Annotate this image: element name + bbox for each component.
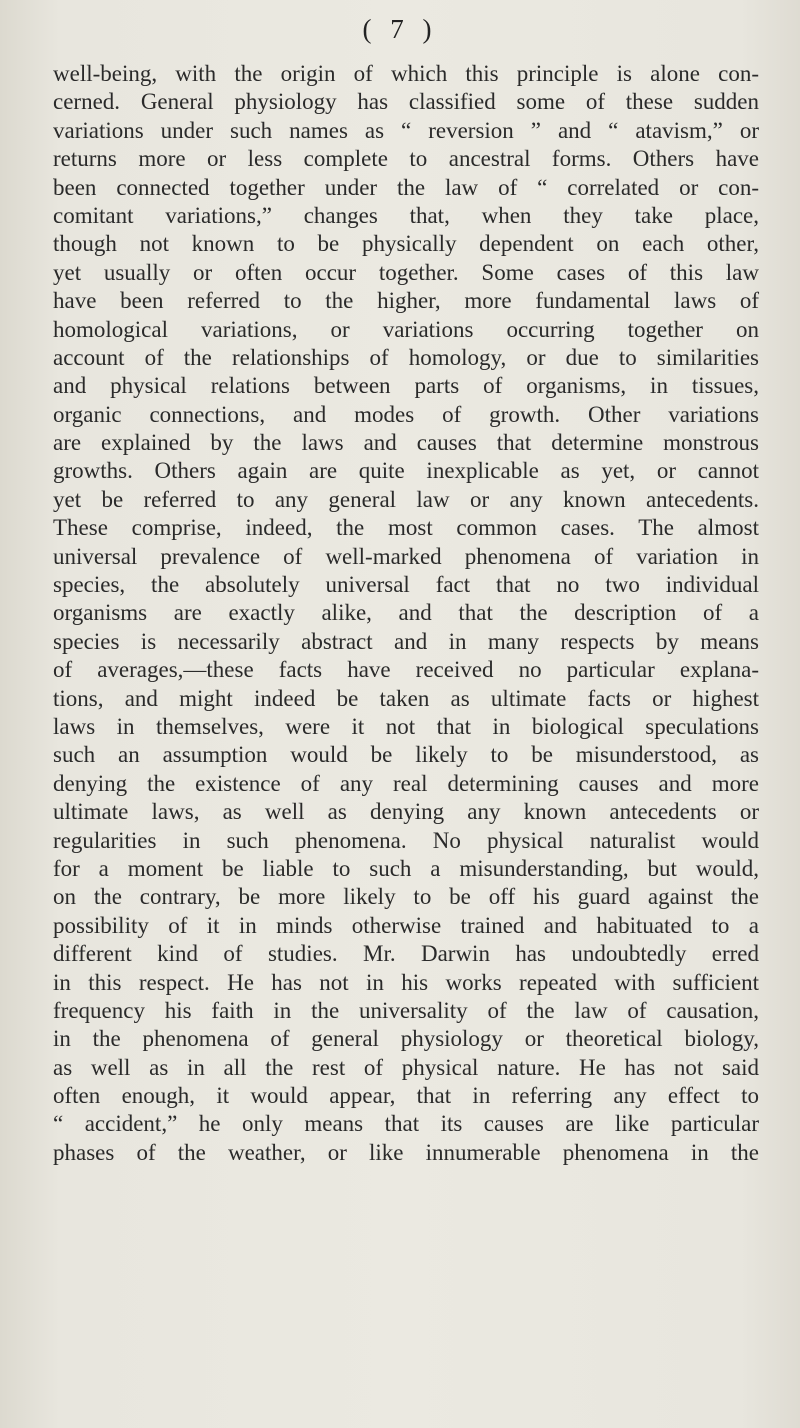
text-line: though not known to be physically dependent on each other, <box>53 231 759 257</box>
text-line: different kind of studies. Mr. Darwin has undoubtedly erred <box>53 941 759 967</box>
text-line: species is necessarily abstract and in many respects by means <box>53 628 759 654</box>
text-line: comitant variations,” changes that, when they take place, <box>53 202 759 228</box>
text-line: of averages,—these facts have received no particular explana- <box>53 657 759 683</box>
text-line: organic connections, and modes of growth. Other variations <box>53 401 759 427</box>
text-line: frequency his faith in the universality of the law of causation, <box>53 997 759 1023</box>
text-line: been connected together under the law of “ correlated or con- <box>53 174 759 200</box>
text-line: often enough, it would appear, that in referring any effect to <box>53 1083 759 1109</box>
text-line: species, the absolutely universal fact that no two individual <box>53 572 759 598</box>
body-text <box>53 60 759 1167</box>
text-line: returns more or less complete to ancestral forms. Others have <box>53 146 759 172</box>
text-line: yet be referred to any general law or any known antecedents. <box>53 486 759 512</box>
text-line: such an assumption would be likely to be misunderstood, as <box>53 742 759 768</box>
text-line: as well as in all the rest of physical nature. He has not said <box>53 1054 759 1080</box>
text-line: These comprise, indeed, the most common cases. The almost <box>53 515 759 541</box>
text-line: for a moment be liable to such a misunderstanding, but would, <box>53 855 759 881</box>
text-line: organisms are exactly alike, and that the description of a <box>53 600 759 626</box>
text-line: tions, and might indeed be taken as ultimate facts or highest <box>53 685 759 711</box>
text-line: variations under such names as “ reversion ” and “ atavism,” or <box>53 117 759 143</box>
text-line: denying the existence of any real determining causes and more <box>53 770 759 796</box>
text-line: account of the relationships of homology, or due to similarities <box>53 344 759 370</box>
text-line: “ accident,” he only means that its causes are like particular <box>53 1111 759 1137</box>
text-line: on the contrary, be more likely to be off his guard against the <box>53 884 759 910</box>
text-line: universal prevalence of well-marked phenomena of variation in <box>53 543 759 569</box>
text-line: growths. Others again are quite inexplicable as yet, or cannot <box>53 458 759 484</box>
text-line: cerned. General physiology has classified some of these sudden <box>53 89 759 115</box>
text-line: homological variations, or variations occurring together on <box>53 316 759 342</box>
text-line: regularities in such phenomena. No physical naturalist would <box>53 827 759 853</box>
text-line: in the phenomena of general physiology or theoretical biology, <box>53 1026 759 1052</box>
text-line: and physical relations between parts of organisms, in tissues, <box>53 373 759 399</box>
text-line: yet usually or often occur together. Some cases of this law <box>53 259 759 285</box>
text-line: well-being, with the origin of which this principle is alone con- <box>53 61 759 86</box>
text-line: phases of the weather, or like innumerable phenomena in the <box>53 1139 759 1165</box>
text-line: in this respect. He has not in his works repeated with sufficient <box>53 969 759 995</box>
text-line: laws in themselves, were it not that in biological speculations <box>53 713 759 739</box>
text-line: possibility of it in minds otherwise trained and habituated to a <box>53 912 759 938</box>
page-number: ( 7 ) <box>362 14 438 44</box>
text-line: ultimate laws, as well as denying any known antecedents or <box>53 799 759 825</box>
text-line: have been referred to the higher, more fundamental laws of <box>53 288 759 314</box>
text-line: are explained by the laws and causes that determine monstrous <box>53 430 759 456</box>
